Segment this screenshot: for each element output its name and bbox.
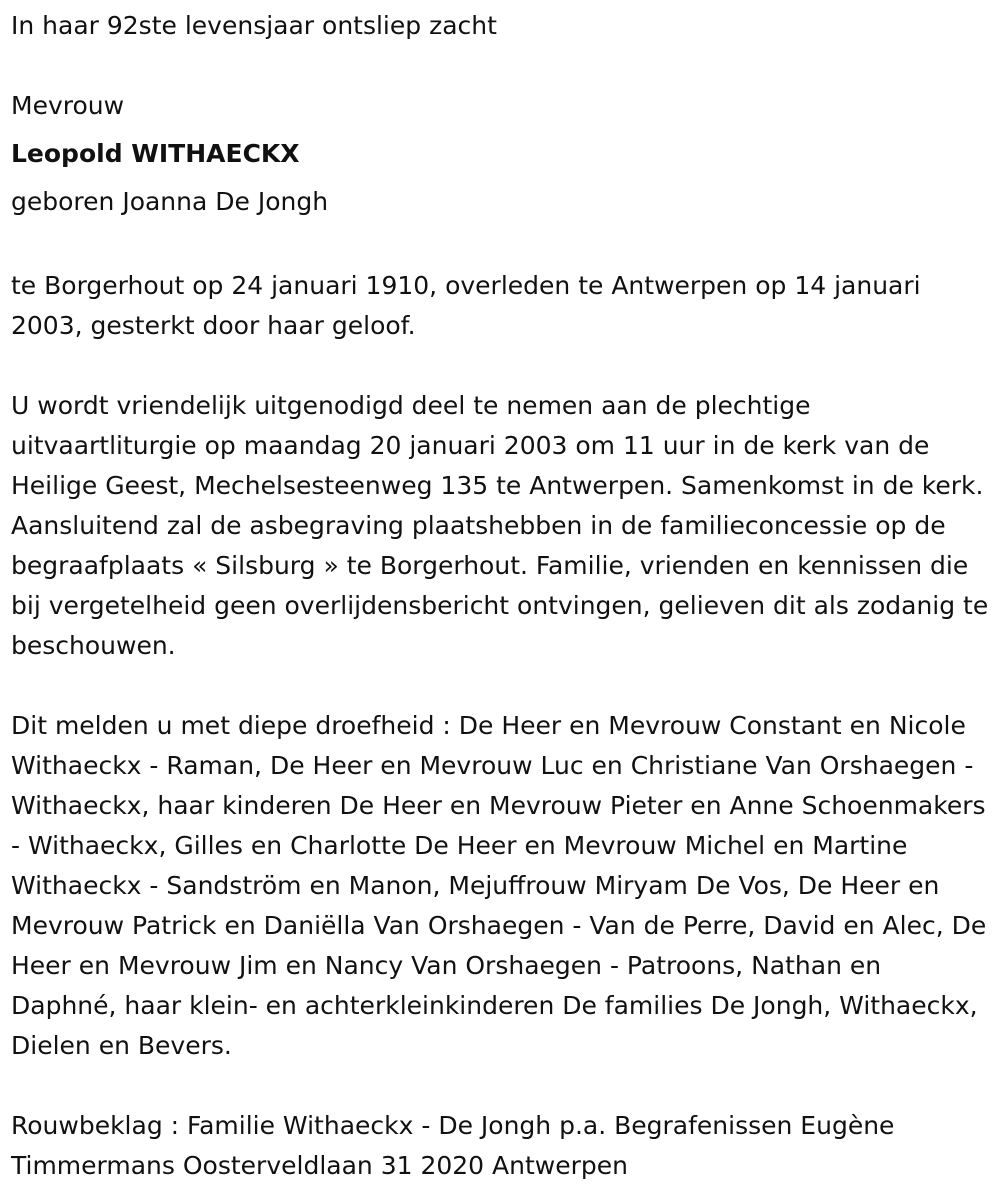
life-dates-paragraph: te Borgerhout op 24 januari 1910, overleden te Antwerpen op 14 januari 2003, gesterkt door haar geloof. [11, 271, 921, 340]
deceased-name: Leopold WITHAECKX [11, 139, 300, 168]
obituary-notice [0, 6, 1000, 1203]
family-paragraph: Dit melden u met diepe droefheid : De Heer en Mevrouw Constant en Nicole Withaeckx - Raman, De Heer en Mevrouw Luc en Christiane Van Orshaegen - Withaeckx, haar kinderen De Heer en Mevrouw Pieter en Anne Schoenmakers - Withaeckx, Gilles en Charlotte De Heer en Mevrouw Michel en Martine Withaeckx - Sandström en Manon, Mejuffrouw Miryam De Vos, De Heer en Mevrouw Patrick en Daniëlla Van Orshaegen - Van de Perre, David en Alec, De Heer en Mevrouw Jim en Nancy Van Orshaegen - Patroons, Nathan en Daphné, haar klein- en achterkleinkinderen De families De Jongh, Withaeckx, Dielen en Bevers. [11, 711, 987, 1060]
birth-name: geboren Joanna De Jongh [11, 187, 329, 216]
funeral-paragraph: U wordt vriendelijk uitgenodigd deel te nemen aan de plechtige uitvaartliturgie op maandag 20 januari 2003 om 11 uur in de kerk van de Heilige Geest, Mechelsesteenweg 135 te Antwerpen. Samenkomst in de kerk. Aansluitend zal de asbegraving plaatshebben in de familieconcessie op de begraafplaats « Silsburg » te Borgerhout. Familie, vrienden en kennissen die bij vergetelheid geen overlijdensbericht ontvingen, gelieven dit als zodanig te beschouwen. [11, 391, 989, 660]
intro-line: In haar 92ste levensjaar ontsliep zacht [11, 11, 497, 40]
salutation: Mevrouw [11, 91, 125, 120]
condolences-paragraph: Rouwbeklag : Familie Withaeckx - De Jongh p.a. Begrafenissen Eugène Timmermans Oosterveldlaan 31 2020 Antwerpen [11, 1111, 895, 1180]
